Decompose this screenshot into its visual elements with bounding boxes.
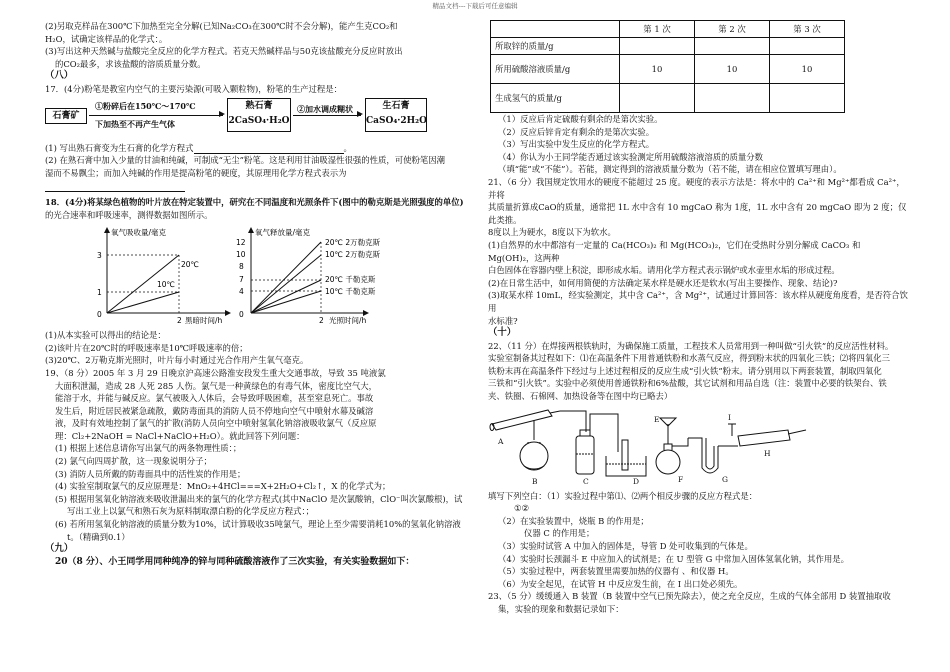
label-e: E: [654, 414, 660, 424]
q18-text-cont: 的光合速率和呼吸速率，测得数据如图所示。: [45, 209, 213, 220]
table-cell: 10: [695, 55, 770, 84]
label-b: B: [532, 476, 538, 486]
section-8-heading: （八）: [45, 70, 74, 82]
g2-ytick: 12: [236, 238, 246, 248]
q19-line: 液，及时有效地控制了氯气的扩散(消防人员向空中喷射氢氧化钠溶液吸收氯气（反应原: [55, 418, 377, 429]
q21-line: 21、（6 分）我国规定饮用水的硬度不能超过 25 度。硬度的表示方法是：将水中的 Ca²⁺和 Mg²⁺都看成 Ca²⁺，并将: [488, 176, 905, 200]
photosynthesis-graphs: [45, 225, 465, 325]
flow-plaster-name: 熟石膏: [245, 100, 273, 111]
g2-ymark: 7: [239, 275, 244, 285]
q23-line: 23、（5 分）缓缓通入 B 装置（B 装置中空气已预先除去），使之充全反应，生成的气体全部用 D 装置抽取收: [488, 591, 891, 602]
q20-item: （1）反应后肯定硫酸有剩余的是第次实验。: [498, 114, 663, 124]
q22-item: （2）在实验装置中，烧瓶 B 的作用是；: [498, 515, 649, 526]
oxygen-release-graph: [233, 225, 423, 325]
q19-line: 理：Cl₂+2NaOH = NaCl+NaClO+H₂O）。就此回答下列问题：: [55, 430, 305, 441]
label-d: D: [633, 476, 640, 486]
q22-item: 仪器 C 的作用是；: [524, 528, 595, 539]
label-g: G: [722, 474, 728, 484]
q22-line: 22、（11 分）在焊接两根铁轨时，为确保施工质量，工程技术人员常用到一种叫做“引火铁”的反应活性材料。: [488, 340, 894, 351]
q19-item: (5) 根据用氢氧化钠溶液来吸收泄漏出来的氯气的化学方程式(其中NaClO 是次氯酸钠，ClO⁻叫次氯酸根)，试: [55, 493, 463, 504]
apparatus-diagram: [488, 406, 908, 488]
g1-line-10c: 10℃: [157, 280, 175, 290]
label-i: I: [728, 412, 731, 422]
table-row: [491, 38, 845, 55]
g1-xtick: 2: [177, 316, 182, 326]
table-cell: 10: [770, 55, 845, 84]
q22-item: （5）实验过程中，两套装置里需要加热的仪器有 、和仪器 H。: [498, 566, 734, 577]
q21-line: 其质量折算成CaO的质量，通常把 1L 水中含有 10 mgCaO 称为 1度，1L 水中含有 20 mgCaO 即为 2 度；仅此类推。: [488, 202, 907, 225]
q19-item: (1) 根据上述信息请你写出氯气的两条物理性质：；: [55, 443, 242, 454]
g2-ytick: 8: [239, 262, 244, 272]
q20-item: （填“能”或“不能”）。若能，测定得到的溶液质量分数为（若不能，请在相应位置填写理由）。: [498, 164, 842, 175]
g2-ylabel: 氧气释放量/毫克: [255, 228, 311, 238]
q19-line: 大面积泄漏，造成 28 人死 285 人伤。氯气是一种黄绿色的有毒气体，密度比空气大，: [55, 380, 378, 391]
flow-box-raw-gypsum: [365, 98, 427, 132]
table-cell: 所取锌的质量/g: [491, 38, 620, 55]
label-a: A: [498, 436, 504, 446]
label-f: F: [678, 474, 684, 484]
table-row: [491, 55, 845, 84]
q22-item: （4）实验时长颈漏斗 E 中应加入的试剂是；在 U 型管 G 中常加入固体氢氧化钠，其作用是。: [498, 553, 850, 564]
q20-item: （2）反应后锌肯定有剩余的是第次实验。: [498, 126, 655, 137]
q22-line: 铁粉末再在高温条件下经过与上述过程相反的反应生成“引火铁”粉末。请分别用以下两套装置，制取四氧化: [488, 365, 882, 376]
q22-item: （3）实验时试管 A 中加入的固体是，导管 D 处可收集到的气体是。: [498, 541, 753, 552]
page-header: 精品文档---下载后可任意编辑: [432, 2, 518, 10]
q3-text-cont: 的CO₂最多，求该盐酸的溶质质量分数。: [55, 58, 206, 69]
q22-item: ①②: [514, 503, 530, 514]
q19-item: (2) 氯气向四周扩散，这一现象说明分子；: [55, 456, 212, 467]
q17-text: 17．(4分)粉笔是教室内空气的主要污染源(可吸入颗粒物)，粉笔的生产过程是：: [45, 83, 343, 94]
q21-line: (1)自然界的水中都溶有一定量的 Ca(HCO₃)₂ 和 Mg(HCO₃)₂，它们在受热时分别分解成 CaCO₃ 和 Mg(OH)₂，这两种: [488, 239, 861, 263]
right-column: [488, 20, 908, 616]
label-c: C: [583, 476, 589, 486]
table-row: [491, 84, 845, 113]
q17-1-text: (1) 写出熟石膏变为生石膏的化学方程式: [45, 142, 194, 153]
table-header-cell: 第 2 次: [695, 21, 770, 38]
q20-item: （3）写出实验中发生反应的化学方程式。: [498, 139, 655, 150]
flow-box-gypsum-ore: 石膏矿: [45, 108, 87, 124]
q19-line: 19、（8 分）2005 年 3 月 29 日晚京沪高速公路淮安段发生重大交通事故，导致 35 吨液氯: [45, 367, 386, 378]
table-cell: 生成氢气的质量/g: [491, 84, 620, 113]
q22-line: 三铁和“引火铁”。实验中必须使用普通铁粉和6%盐酸，其它试剂和用品自选（注：装置中必要的铁架台、铁: [488, 378, 887, 389]
g2-line-label: 20℃ 千勒克斯: [325, 275, 376, 285]
q22-item: 填写下列空白：（1）实验过程中第⑴、⑵两个相反步骤的反应方程式是：: [488, 490, 758, 501]
flow-raw-gypsum-formula: CaSO₄·2H₂O: [366, 115, 427, 126]
q22-line: 实验室制备其过程如下：⑴在高温条件下用普通铁粉和水蒸气反应，得到粉末状的四氧化三铁；⑵将四氧化三: [488, 353, 890, 364]
flow-plaster-formula: 2CaSO₄·H₂O: [228, 115, 290, 126]
q18-1: (1)从本实验可以得出的结论是：: [45, 330, 166, 341]
q20-item: （4）你认为小王同学能否通过该实验测定所用硫酸溶液溶质的质量分数: [498, 151, 763, 162]
q19-item: (4) 实验室制取氯气的反应原理是：MnO₂+4HCl===X+2H₂O+Cl₂↑，X 的化学式为；: [55, 481, 391, 492]
label-h: H: [764, 448, 771, 458]
table-cell: 所用硫酸溶液质量/g: [491, 55, 620, 84]
table-cell: [620, 38, 695, 55]
table-cell: [770, 38, 845, 55]
flow-box-plaster: [227, 98, 291, 132]
q19-item: t。（精确到0.1）: [67, 531, 130, 542]
g2-ytick: 10: [236, 250, 246, 260]
flow-step1-a: ①粉碎后在150℃～170℃: [95, 100, 196, 111]
q23-line: 集，实验的现象和数据记录如下：: [498, 604, 624, 614]
q17-2-text: (2) 在熟石膏中加入少量的甘油和纯碱，可制成“无尘”粉笔。这是利用甘油吸湿性很强的性质，可使粉笔因潮: [45, 155, 445, 166]
g1-ytick: 3: [97, 251, 102, 261]
flow-arrow-1: [89, 115, 223, 116]
g2-ymark: 4: [239, 287, 244, 297]
g1-xlabel: 黑暗时间/h: [185, 316, 223, 326]
q17-1: (1) 写出熟石膏变为生石膏的化学方程式 。: [45, 142, 352, 153]
g1-ytick: 0: [97, 310, 102, 320]
q21-line: (2)在日常生活中，如何用简便的方法确定某水样是硬水还是软水(写出主要操作、现象、结论)?: [488, 277, 838, 288]
q21-line: 白色固体在容器内壁上积淀，即形成水垢。请用化学方程式表示锅炉或水壶里水垢的形成过程。: [488, 265, 840, 276]
g2-ytick: 0: [239, 310, 244, 320]
q3-text: (3)写出这种天然碱与盐酸完全反应的化学方程式。若克天然碱样品与50克该盐酸充分反应时放出: [45, 46, 403, 57]
chalk-process-flow: [45, 98, 465, 138]
table-cell: [620, 84, 695, 113]
q19-line: 发生后，附近居民被紧急疏散，戴防毒面具的消防人员不停地向空气中喷射水幕及碱溶: [55, 405, 374, 416]
section-10-heading: （十）: [488, 327, 517, 339]
zinc-experiment-table: [490, 20, 845, 113]
q18-3: (3)20℃、2万勒克斯光照时，叶片每小时通过光合作用产生氧气毫克。: [45, 355, 309, 366]
q17-2b: [45, 167, 465, 192]
table-header-cell: [491, 21, 620, 38]
q22-item: （6）为安全起见，在试管 H 中反应发生前，在 I 出口处必须先。: [498, 578, 743, 589]
g2-xtick: 2: [319, 316, 324, 326]
flow-raw-gypsum-name: 生石膏: [382, 100, 410, 111]
section-9-heading: （九）: [45, 543, 74, 555]
q19-line: 能溶于水，并能与碱反应。氯气被吸入人体后，会导致呼吸困难，甚至窒息死亡。事故: [55, 393, 374, 404]
flow-step1-b: 下加热至不再产生气体: [95, 118, 175, 129]
answer-line: [45, 191, 185, 192]
g1-line-20c: 20℃: [181, 260, 199, 270]
q22-line: 夹、铁圈、石棉网、加热设备等在图中均已略去）: [488, 391, 673, 402]
q21-line: (3)取某水样 10mL，经实验测定，其中含 Ca²⁺，含 Mg²⁺，试通过计算回答：该水样从硬度角度看，是否符合饮用: [488, 290, 908, 313]
table-cell: [770, 84, 845, 113]
g2-line-label: 10℃ 千勒克斯: [325, 287, 376, 297]
q17-2b-text: 湿而不易飘尘；而加入纯碱的作用是提高粉笔的硬度，其原理用化学方程式表示为: [45, 167, 347, 178]
table-header-row: [491, 21, 845, 38]
q21-line: 8度以上为硬水，8度以下为软水。: [488, 227, 616, 238]
respiration-graph: [85, 225, 235, 325]
q2-text: (2)另取克样品在300℃下加热至完全分解(已知Na₂CO₃在300℃时不会分解)，能产生克CO₂和: [45, 21, 398, 31]
table-header-cell: 第 3 次: [770, 21, 845, 38]
g1-ytick: 1: [97, 288, 102, 298]
q19-item: 写出工业上以氯气和熟石灰为原料制取漂白粉的化学反应方程式：；: [67, 506, 315, 517]
flow-step2: ②加水调成糊状: [297, 103, 353, 114]
left-column: [45, 20, 465, 568]
q19-item: (3) 消防人员所戴的防毒面具中的活性炭的作用是；: [55, 468, 246, 479]
table-header-cell: 第 1 次: [620, 21, 695, 38]
q20-text: 20（8 分）、小王同学用同种纯净的锌与同种硫酸溶液作了三次实验，有关实验数据如下：: [55, 556, 415, 567]
g2-line-label: 10℃ 2万勒克斯: [325, 250, 381, 260]
q18-2: (2)该叶片在20℃时的呼吸速率是10℃呼吸速率的倍；: [45, 342, 248, 353]
q18-text: 18．(4分)将某绿色植物的叶片放在特定装置中，研究在不同温度和光照条件下(图中的勒克斯是光照强度的单位): [45, 196, 464, 207]
q2-text-cont: H₂O，试确定该样品的化学式：。: [45, 33, 168, 44]
flow-arrow-2: [293, 115, 361, 116]
q19-item: (6) 若所用氢氧化钠溶液的质量分数为10%，试计算吸收35吨氯气，理论上至少需要消耗10%的氢氧化钠溶液: [55, 519, 461, 530]
table-cell: [695, 84, 770, 113]
table-cell: 10: [620, 55, 695, 84]
table-cell: [695, 38, 770, 55]
g2-xlabel: 光照时间/h: [329, 316, 367, 326]
g2-line-label: 20℃ 2万勒克斯: [325, 238, 381, 248]
g1-ylabel: 氧气吸收量/毫克: [111, 228, 167, 238]
q21-line: 水标准?: [488, 315, 518, 326]
